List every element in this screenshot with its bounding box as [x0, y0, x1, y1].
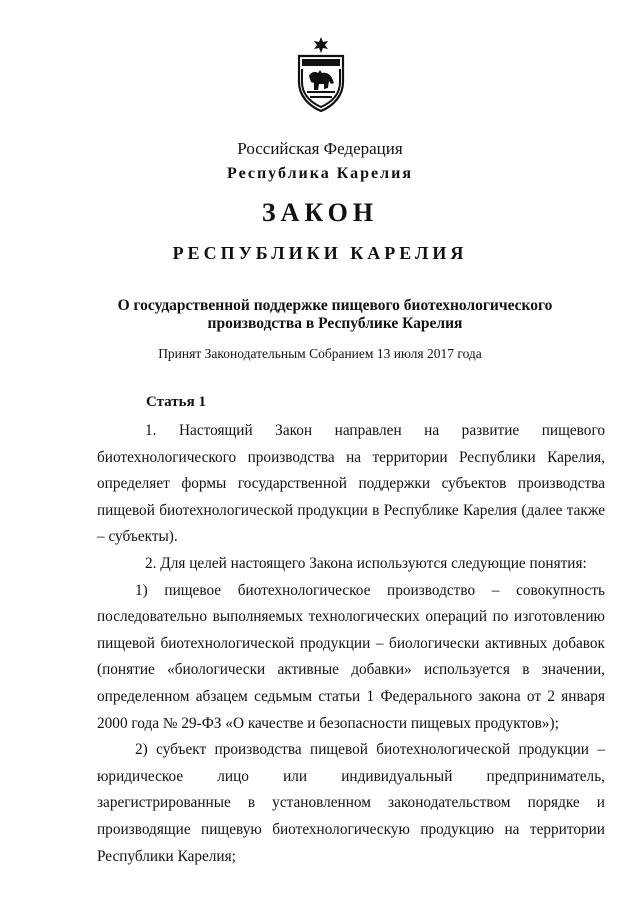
- article-title: Статья 1: [146, 394, 206, 410]
- paragraph-1: 1. Настоящий Закон направлен на развитие пищевого биотехнологического производства на территории Республики Карелия, определяет формы государственной поддержки субъектов производства пищевой биотехнологической продукции в Республике Карелия (далее также – субъекты).: [97, 422, 605, 546]
- republic-name: Республика Карелия: [227, 165, 413, 182]
- country-name: Российская Федерация: [237, 139, 403, 158]
- document-issuer-title: РЕСПУБЛИКИ КАРЕЛИЯ: [172, 243, 468, 263]
- adoption-note: Принят Законодательным Собранием 13 июля 2017 года: [158, 346, 482, 361]
- paragraph-2: 2. Для целей настоящего Закона используются следующие понятия:: [145, 554, 587, 572]
- definition-2: 2) субъект производства пищевой биотехнологической продукции – юридическое лицо или индивидуальный предприниматель, зарегистрированные в установленном законодательством порядке и производящие пищевую биотехнологическую продукцию на территории Республики Карелия;: [97, 741, 605, 865]
- law-heading: О государственной поддержке пищевого биотехнологического производства в Республике Карелия: [117, 297, 553, 332]
- document-type-title: ЗАКОН: [261, 198, 379, 227]
- karelia-coat-of-arms-icon: [293, 36, 349, 112]
- article-body: [97, 418, 605, 870]
- definition-1: 1) пищевое биотехнологическое производство – совокупность последовательно выполняемых технологических операций по изготовлению пищевой биотехнологической продукции – биологически активных добавок (понятие «биологически активные добавки» используется в значении, определенном абзацем седьмым статьи 1 Федерального закона от 2 января 2000 года № 29-ФЗ «О качестве и безопасности пищевых продуктов»);: [97, 581, 605, 732]
